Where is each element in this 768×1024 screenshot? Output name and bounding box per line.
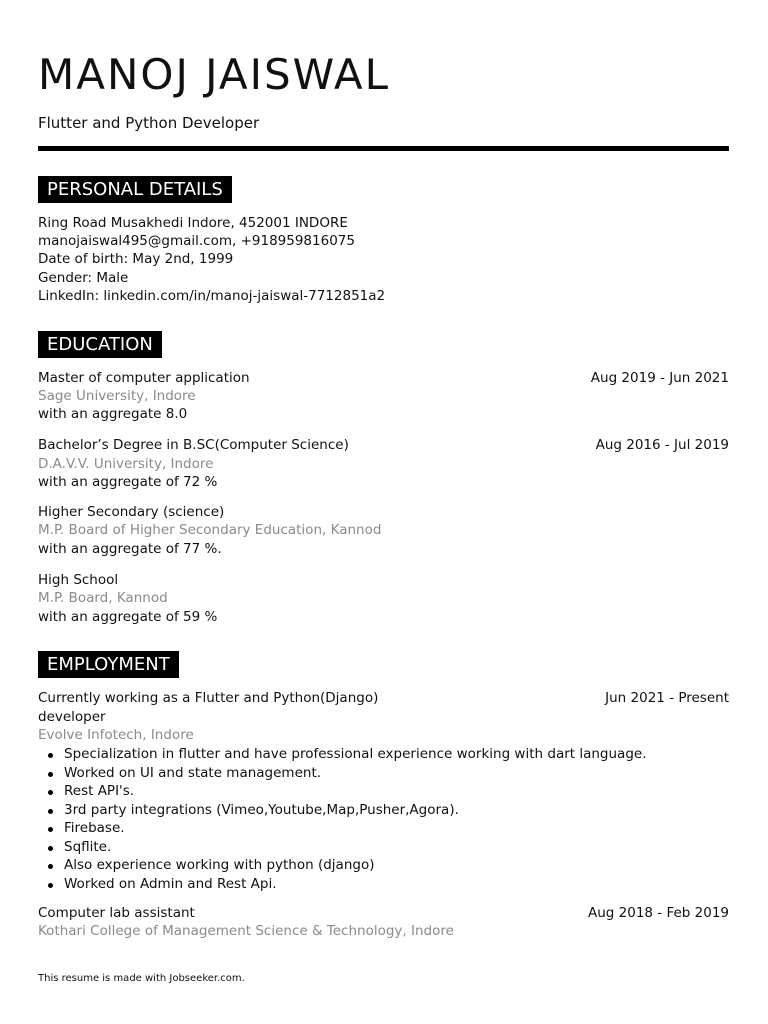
job-dates: Aug 2018 - Feb 2019 [587, 905, 729, 921]
education-detail: with an aggregate of 72 % [38, 474, 218, 490]
education-degree: Master of computer application [38, 370, 250, 386]
list-item: Worked on UI and state management. [46, 764, 647, 783]
list-item: Rest API's. [46, 782, 647, 801]
education-school: D.A.V.V. University, Indore [38, 456, 214, 472]
list-item: Firebase. [46, 819, 647, 838]
list-item: Specialization in flutter and have professional experience working with dart language. [46, 745, 647, 764]
date-of-birth-line: Date of birth: May 2nd, 1999 [38, 251, 234, 267]
list-item: 3rd party integrations (Vimeo,Youtube,Map,Pusher,Agora). [46, 801, 647, 820]
job-title: Flutter and Python Developer [38, 114, 260, 132]
education-school: M.P. Board of Higher Secondary Education, Kannod [38, 522, 382, 538]
education-degree: Higher Secondary (science) [38, 504, 225, 520]
header-divider [38, 146, 729, 151]
education-school: M.P. Board, Kannod [38, 590, 168, 606]
list-item: Worked on Admin and Rest Api. [46, 875, 647, 894]
job-company: Evolve Infotech, Indore [38, 727, 194, 743]
footer-note: This resume is made with Jobseeker.com. [38, 973, 245, 984]
list-item: Sqflite. [46, 838, 647, 857]
address-line: Ring Road Musakhedi Indore, 452001 INDORE [38, 215, 348, 231]
education-degree: Bachelor’s Degree in B.SC(Computer Science) [38, 437, 349, 453]
section-heading-employment: EMPLOYMENT [38, 651, 179, 678]
education-detail: with an aggregate of 59 % [38, 609, 218, 625]
education-degree: High School [38, 572, 119, 588]
job-responsibilities-list [46, 745, 647, 893]
job-title-line: Computer lab assistant [38, 905, 195, 921]
education-dates: Aug 2019 - Jun 2021 [590, 370, 729, 386]
education-dates: Aug 2016 - Jul 2019 [595, 437, 729, 453]
job-company: Kothari College of Management Science & Technology, Indore [38, 923, 454, 939]
job-title-line: developer [38, 709, 106, 725]
linkedin-line: LinkedIn: linkedin.com/in/manoj-jaiswal-7712851a2 [38, 288, 386, 304]
list-item: Also experience working with python (django) [46, 856, 647, 875]
education-detail: with an aggregate 8.0 [38, 406, 188, 422]
job-dates: Jun 2021 - Present [605, 690, 729, 706]
section-heading-personal-details: PERSONAL DETAILS [38, 176, 232, 203]
contact-line: manojaiswal495@gmail.com, +918959816075 [38, 233, 355, 249]
gender-line: Gender: Male [38, 270, 129, 286]
section-heading-education: EDUCATION [38, 331, 162, 358]
job-title-line: Currently working as a Flutter and Python(Django) [38, 690, 379, 706]
candidate-name: MANOJ JAISWAL [38, 50, 390, 99]
education-detail: with an aggregate of 77 %. [38, 541, 222, 557]
education-school: Sage University, Indore [38, 388, 196, 404]
